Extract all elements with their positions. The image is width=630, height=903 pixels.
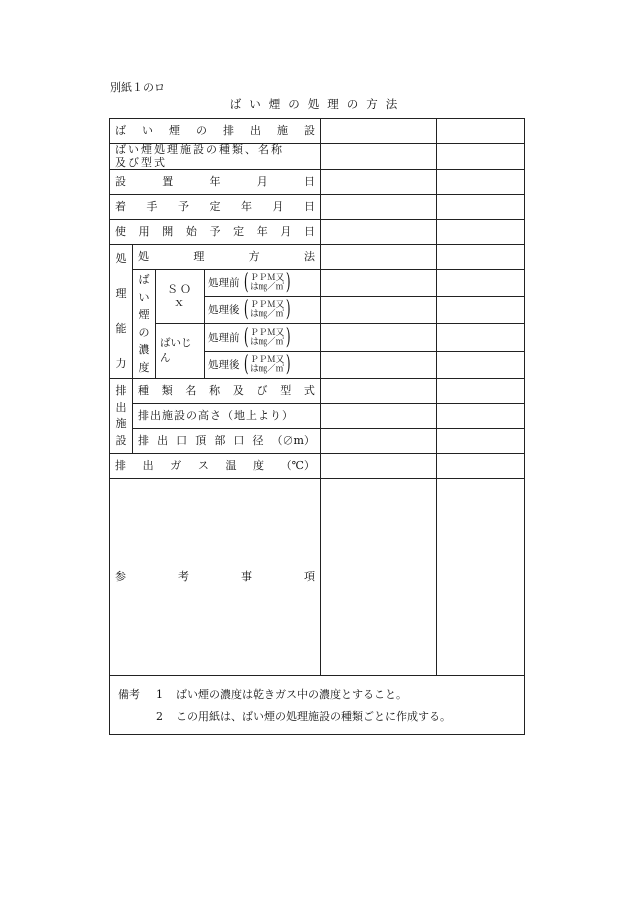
input-sox-before-2[interactable]: [437, 270, 525, 297]
input-install-2[interactable]: [437, 170, 525, 195]
row-notes: [110, 676, 525, 735]
label-height: 排出施設の高さ（地上より）: [133, 404, 321, 429]
label-emission-group: 排 出 施 設: [110, 379, 133, 454]
label-start: 着 手 予 定 年 月 日: [110, 195, 321, 220]
input-reference[interactable]: [321, 479, 437, 676]
input-height-2[interactable]: [437, 404, 525, 429]
page-label: 別紙１のロ: [110, 81, 165, 94]
unit-sox-after: ( ＰＰＭ又 は㎎／㎥ ): [243, 297, 291, 323]
label-sox-after: 処理後 ( ＰＰＭ又 は㎎／㎥ ): [205, 297, 321, 324]
input-kind[interactable]: [321, 379, 437, 404]
label-install: 設 置 年 月 日: [110, 170, 321, 195]
label-use: 使 用 開 始 予 定 年 月 日: [110, 220, 321, 245]
input-sox-after-2[interactable]: [437, 297, 525, 324]
row-diameter: [110, 429, 525, 454]
row-height: [110, 404, 525, 429]
input-use[interactable]: [321, 220, 437, 245]
label-capacity-group: 処 理 能 力: [110, 245, 133, 379]
input-dust-after[interactable]: [321, 352, 437, 379]
label-sox: ＳＯｘ: [156, 270, 205, 324]
input-use-2[interactable]: [437, 220, 525, 245]
label-facility: ば い 煙 の 排 出 施 設: [110, 119, 321, 144]
row-use: [110, 220, 525, 245]
row-dust-before: [110, 324, 525, 352]
input-gas-temp[interactable]: [321, 454, 437, 479]
input-type[interactable]: [321, 144, 437, 170]
unit-dust-after: ( ＰＰＭ又 は㎎／㎥ ): [243, 352, 291, 378]
row-gas-temp: [110, 454, 525, 479]
input-kind-2[interactable]: [437, 379, 525, 404]
input-facility[interactable]: [321, 119, 437, 144]
input-install[interactable]: [321, 170, 437, 195]
row-facility: [110, 119, 525, 144]
label-reference: 参 考 事 項: [110, 479, 321, 676]
row-sox-before: [110, 270, 525, 297]
document-title: ばい煙の処理の方法: [229, 97, 406, 111]
row-reference: [110, 479, 525, 676]
form-table: [109, 118, 525, 735]
row-install: [110, 170, 525, 195]
input-diameter-2[interactable]: [437, 429, 525, 454]
input-sox-before[interactable]: [321, 270, 437, 297]
label-dust: ばいじん: [156, 324, 205, 379]
notes: [110, 676, 525, 735]
input-method[interactable]: [321, 245, 437, 270]
input-dust-before[interactable]: [321, 324, 437, 352]
note-item-2: 2 この用紙は、ばい煙の処理施設の種類ごとに作成する。: [156, 710, 451, 724]
label-kind: 種 類 名 称 及 び 型 式: [133, 379, 321, 404]
row-type: [110, 144, 525, 170]
input-height[interactable]: [321, 404, 437, 429]
label-gas-temp: 排 出 ガ ス 温 度 （℃）: [110, 454, 321, 479]
label-dust-after: 処理後 ( ＰＰＭ又 は㎎／㎥ ): [205, 352, 321, 379]
input-type-2[interactable]: [437, 144, 525, 170]
input-method-2[interactable]: [437, 245, 525, 270]
label-diameter: 排 出 口 頂 部 口 径 （∅m）: [133, 429, 321, 454]
unit-sox-before: ( ＰＰＭ又 は㎎／㎥ ): [243, 270, 291, 296]
row-kind: [110, 379, 525, 404]
label-type: ばい煙処理施設の種類、名称 及び型式: [110, 144, 321, 170]
unit-dust-before: ( ＰＰＭ又 は㎎／㎥ ): [243, 324, 291, 350]
input-dust-before-2[interactable]: [437, 324, 525, 352]
notes-heading: 備考: [118, 688, 140, 702]
input-start[interactable]: [321, 195, 437, 220]
label-dust-before: 処理前 ( ＰＰＭ又 は㎎／㎥ ): [205, 324, 321, 352]
input-gas-temp-2[interactable]: [437, 454, 525, 479]
label-sox-before: 処理前 ( ＰＰＭ又 は㎎／㎥ ): [205, 270, 321, 297]
input-start-2[interactable]: [437, 195, 525, 220]
row-start: [110, 195, 525, 220]
input-facility-2[interactable]: [437, 119, 525, 144]
label-method: 処 理 方 法: [133, 245, 321, 270]
input-reference-2[interactable]: [437, 479, 525, 676]
note-item-1: 備考 1 ばい煙の濃度は乾きガス中の濃度とすること。: [118, 684, 516, 706]
input-dust-after-2[interactable]: [437, 352, 525, 379]
label-concentration-group: ば い 煙 の 濃 度: [133, 270, 156, 379]
input-diameter[interactable]: [321, 429, 437, 454]
row-method: [110, 245, 525, 270]
input-sox-after[interactable]: [321, 297, 437, 324]
